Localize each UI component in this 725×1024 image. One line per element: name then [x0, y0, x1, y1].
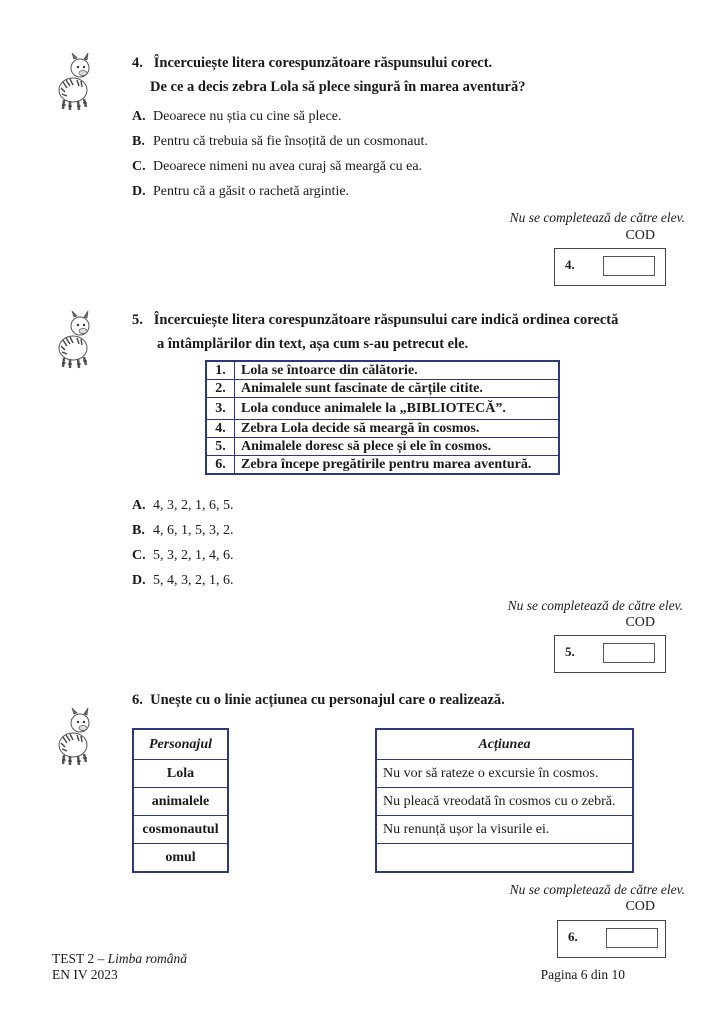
option-letter: C. [132, 159, 146, 174]
events-table [205, 360, 560, 475]
cod-number: 5. [565, 644, 575, 659]
event-text: Zebra Lola decide să meargă în cosmos. [235, 420, 560, 438]
cod-box [557, 920, 666, 958]
footer-exam: EN IV 2023 [52, 967, 118, 982]
cod-box [554, 635, 666, 673]
option-text: Deoarece nu știa cu cine să plece. [153, 109, 342, 124]
cod-field [603, 643, 655, 663]
actions-header: Acțiunea [376, 729, 633, 760]
zebra-icon [50, 705, 96, 767]
grader-note: Nu se completează de către elev. [507, 598, 683, 613]
option-b[interactable] [132, 133, 428, 151]
actions-table [375, 728, 634, 873]
option-text: 5, 4, 3, 2, 1, 6. [153, 573, 234, 588]
option-letter: D. [132, 573, 146, 588]
option-c[interactable] [132, 547, 234, 565]
page-number: Pagina 6 din 10 [540, 967, 625, 982]
option-text: Deoarece nimeni nu avea curaj să meargă cu ea. [153, 159, 423, 174]
option-text: 5, 3, 2, 1, 4, 6. [153, 548, 234, 563]
table-row [206, 438, 559, 456]
question-4-text: De ce a decis zebra Lola să plece singură în marea aventură? [150, 79, 526, 95]
option-letter: D. [132, 184, 146, 199]
option-letter: B. [132, 523, 145, 538]
question-instruction: Unește cu o linie acțiunea cu personajul care o realizează. [150, 692, 505, 708]
question-5-heading [132, 310, 618, 330]
action-item[interactable]: Nu vor să rateze o excursie în cosmos. [376, 760, 633, 788]
zebra-icon [50, 50, 96, 112]
option-b[interactable] [132, 522, 234, 540]
event-text: Lola se întoarce din călătorie. [235, 361, 560, 380]
character-item[interactable]: omul [133, 844, 228, 873]
option-text: Pentru că trebuia să fie însoțită de un cosmonaut. [153, 134, 428, 149]
event-text: Zebra începe pregătirile pentru marea aventură. [235, 456, 560, 475]
footer-test-info [52, 951, 187, 967]
option-d[interactable] [132, 183, 349, 201]
grader-note: Nu se completează de către elev. [509, 882, 685, 897]
cod-label: COD [625, 899, 655, 914]
footer-test: TEST 2 – [52, 951, 108, 966]
cod-label: COD [625, 228, 655, 243]
action-item[interactable] [376, 844, 633, 873]
cod-field [603, 256, 655, 276]
character-item[interactable]: cosmonautul [133, 816, 228, 844]
event-number: 5. [206, 438, 235, 456]
option-a[interactable] [132, 497, 234, 515]
question-number: 5. [132, 312, 143, 328]
event-number: 3. [206, 398, 235, 420]
question-5-instruction-line2: a întâmplărilor din text, așa cum s-au petrecut ele. [157, 336, 469, 352]
cod-label: COD [625, 615, 655, 630]
option-text: 4, 6, 1, 5, 3, 2. [153, 523, 234, 538]
zebra-icon [50, 308, 96, 370]
event-text: Animalele sunt fascinate de cărțile citite. [235, 380, 560, 398]
option-letter: A. [132, 498, 146, 513]
option-d[interactable] [132, 572, 234, 590]
character-item[interactable]: animalele [133, 788, 228, 816]
question-number: 6. [132, 692, 143, 708]
footer-subject: Limba română [107, 951, 188, 966]
event-number: 2. [206, 380, 235, 398]
cod-number: 4. [565, 257, 575, 272]
event-text: Animalele doresc să plece și ele în cosmos. [235, 438, 560, 456]
table-row [206, 456, 559, 475]
grader-note: Nu se completează de către elev. [509, 210, 685, 225]
action-item[interactable]: Nu pleacă vreodată în cosmos cu o zebră. [376, 788, 633, 816]
character-item[interactable]: Lola [133, 760, 228, 788]
table-row [206, 420, 559, 438]
characters-header: Personajul [133, 729, 228, 760]
option-letter: B. [132, 134, 145, 149]
table-row [206, 398, 559, 420]
option-letter: A. [132, 109, 146, 124]
option-text: 4, 3, 2, 1, 6, 5. [153, 498, 234, 513]
question-instruction: Încercuiește litera corespunzătoare răspunsului corect. [153, 55, 493, 71]
option-text: Pentru că a găsit o rachetă argintie. [153, 184, 350, 199]
cod-number: 6. [568, 929, 578, 944]
question-4-heading [132, 53, 492, 73]
event-number: 6. [206, 456, 235, 475]
table-row [206, 380, 559, 398]
event-number: 1. [206, 361, 235, 380]
question-instruction: Încercuiește litera corespunzătoare răspunsului care indică ordinea corectă [153, 312, 619, 328]
question-6-heading [132, 690, 505, 710]
option-c[interactable] [132, 158, 422, 176]
cod-box [554, 248, 666, 286]
action-item[interactable]: Nu renunță ușor la visurile ei. [376, 816, 633, 844]
cod-field [606, 928, 658, 948]
question-number: 4. [132, 55, 143, 71]
option-letter: C. [132, 548, 146, 563]
table-row [206, 361, 559, 380]
event-number: 4. [206, 420, 235, 438]
event-text: Lola conduce animalele la „BIBLIOTECĂ”. [235, 398, 560, 420]
characters-table [132, 728, 229, 873]
option-a[interactable] [132, 108, 342, 126]
